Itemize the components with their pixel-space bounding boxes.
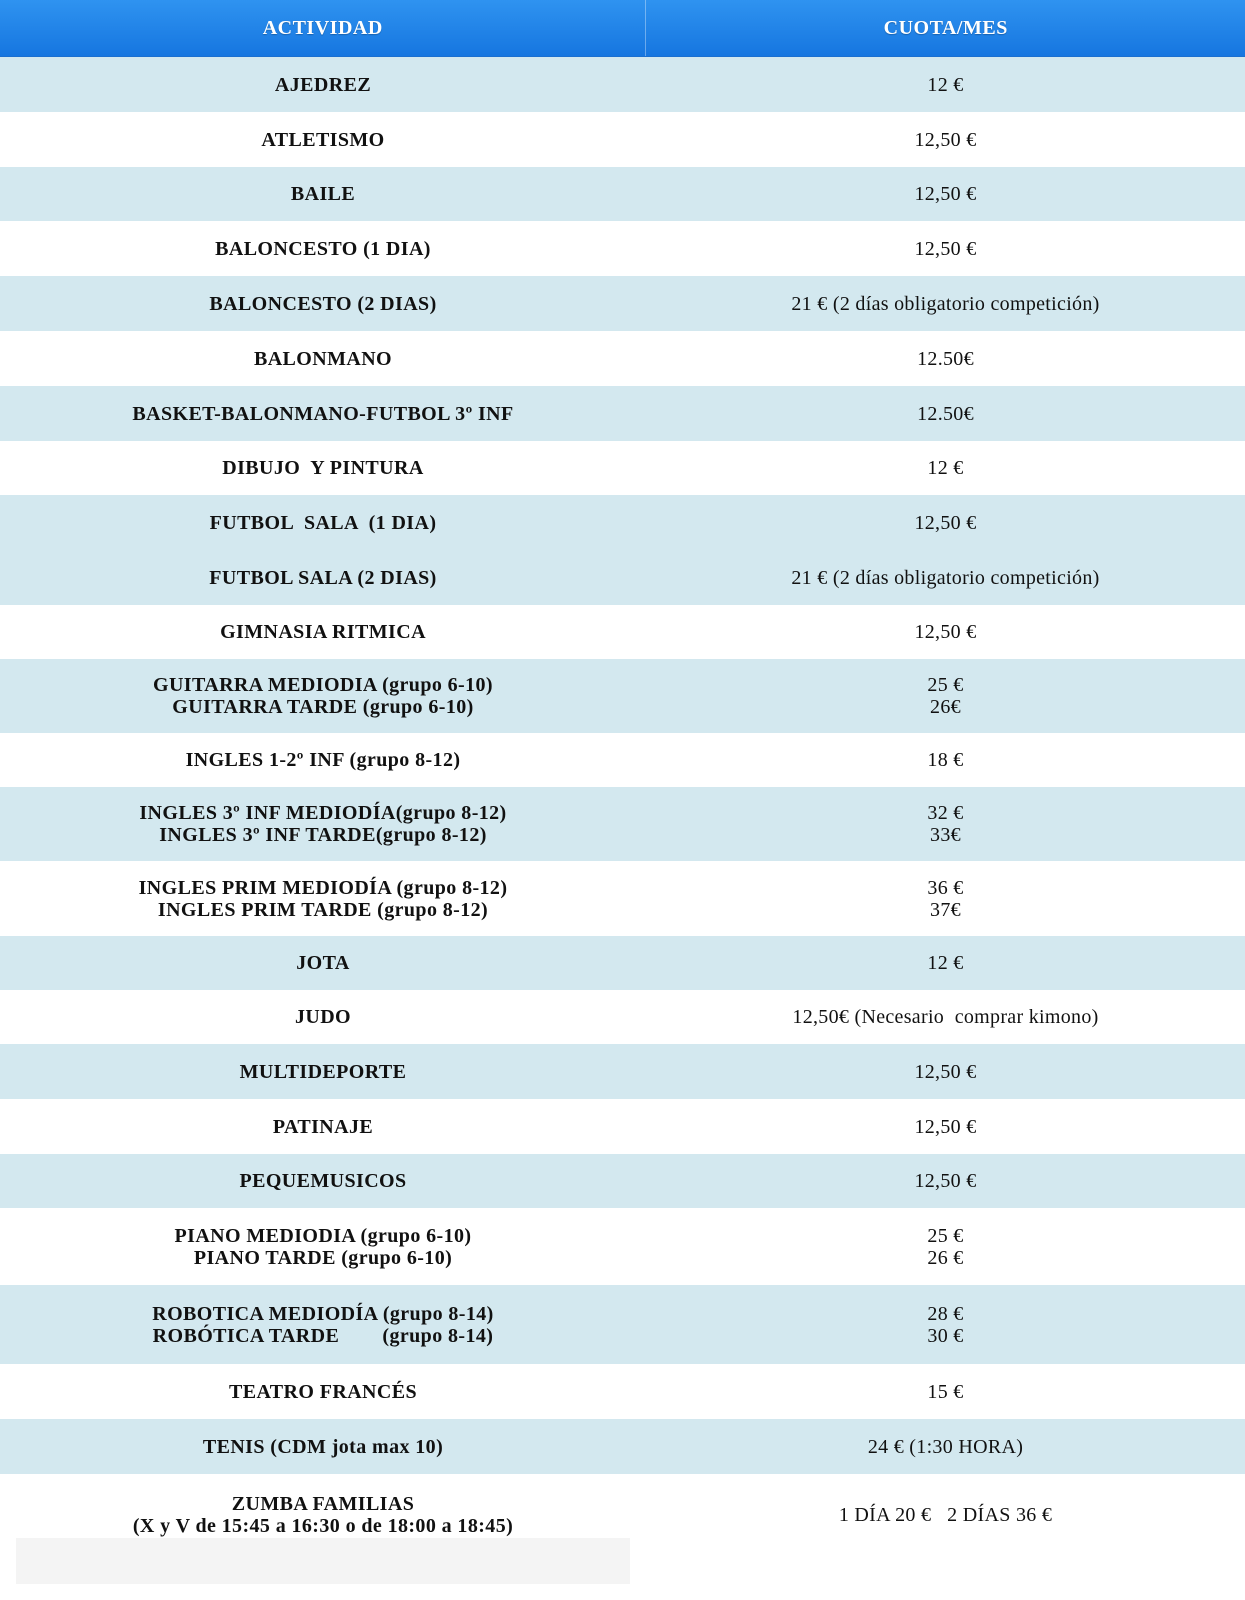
activity-cell <box>0 276 646 331</box>
table-row <box>0 167 1245 221</box>
fee-amount: 12,50 € <box>914 1060 977 1083</box>
activity-cell <box>0 861 646 936</box>
activity-cell <box>0 1044 646 1099</box>
fee-amount: 12 € <box>927 952 964 974</box>
fee-cell <box>646 1474 1245 1555</box>
activity-cell <box>0 1154 646 1208</box>
fee-amount: 25 € <box>927 1224 964 1247</box>
fee-amount: 25 € <box>927 674 964 696</box>
activity-cell <box>0 659 646 733</box>
table-row <box>0 1154 1245 1208</box>
activity-cell <box>0 733 646 787</box>
activity-name: BAILE <box>290 183 356 205</box>
activity-cell <box>0 787 646 861</box>
fee-cell <box>646 787 1245 861</box>
fee-cell <box>646 1099 1245 1154</box>
fee-amount: 36 € <box>927 876 964 899</box>
table-row <box>0 659 1245 733</box>
activity-name: DIBUJO Y PINTURA <box>222 457 424 479</box>
activity-cell <box>0 331 646 386</box>
activity-cell <box>0 1419 646 1474</box>
fee-amount: 26€ <box>930 696 961 718</box>
table-row <box>0 1364 1245 1419</box>
activity-name: BALONCESTO (1 DIA) <box>215 237 431 260</box>
activity-name: ROBÓTICA TARDE (grupo 8-14) <box>152 1324 494 1347</box>
activity-name: GIMNASIA RITMICA <box>220 621 426 643</box>
fee-column-header: CUOTA/MES <box>883 16 1008 39</box>
table-row <box>0 605 1245 659</box>
activity-name: PIANO MEDIODIA (grupo 6-10) <box>174 1224 472 1247</box>
activity-name: ROBOTICA MEDIODÍA (grupo 8-14) <box>152 1302 494 1325</box>
activity-cell <box>0 1474 646 1555</box>
activity-name: JUDO <box>294 1006 352 1028</box>
activity-cell <box>0 495 646 550</box>
activity-name: INGLES 1-2º INF (grupo 8-12) <box>185 749 461 771</box>
fee-amount: 21 € (2 días obligatorio competición) <box>791 566 1100 589</box>
activity-name: PIANO TARDE (grupo 6-10) <box>193 1246 453 1269</box>
fee-cell <box>646 550 1245 605</box>
fee-amount: 15 € <box>927 1380 964 1403</box>
activity-cell <box>0 221 646 276</box>
fee-amount: 28 € <box>927 1302 964 1325</box>
activity-name: GUITARRA TARDE (grupo 6-10) <box>172 696 474 718</box>
activity-cell <box>0 441 646 495</box>
activity-cell <box>0 1099 646 1154</box>
fee-amount: 12,50 € <box>914 128 977 151</box>
activity-name: TEATRO FRANCÉS <box>228 1380 418 1403</box>
fee-cell <box>646 276 1245 331</box>
table-row <box>0 1044 1245 1099</box>
activity-name: MULTIDEPORTE <box>239 1060 407 1083</box>
activity-cell <box>0 57 646 112</box>
fee-cell <box>646 386 1245 441</box>
activity-name: ATLETISMO <box>261 128 385 151</box>
activity-name: FUTBOL SALA (1 DIA) <box>209 511 437 534</box>
fee-amount: 26 € <box>927 1246 964 1269</box>
table-row <box>0 990 1245 1044</box>
fee-amount: 12.50€ <box>917 347 974 370</box>
activity-name: PEQUEMUSICOS <box>239 1170 407 1192</box>
fee-cell <box>646 1285 1245 1364</box>
table-body <box>0 57 1245 1555</box>
fee-amount: 12,50 € <box>914 1115 977 1138</box>
fee-amount: 12 € <box>927 73 964 96</box>
table-row <box>0 386 1245 441</box>
fee-amount: 12.50€ <box>917 402 974 425</box>
fee-amount: 12 € <box>927 457 964 479</box>
fee-cell <box>646 936 1245 990</box>
table-row <box>0 1099 1245 1154</box>
table-row <box>0 861 1245 936</box>
fee-cell <box>646 1044 1245 1099</box>
fee-amount: 12,50€ (Necesario comprar kimono) <box>792 1006 1099 1028</box>
table-row <box>0 441 1245 495</box>
activity-name: (X y V de 15:45 a 16:30 o de 18:00 a 18:45) <box>132 1514 514 1537</box>
fee-amount: 1 DÍA 20 € 2 DÍAS 36 € <box>838 1503 1053 1526</box>
fee-amount: 33€ <box>930 824 961 846</box>
fee-amount: 12,50 € <box>914 1170 977 1192</box>
activity-cell <box>0 550 646 605</box>
fee-amount: 30 € <box>927 1324 964 1347</box>
table-row <box>0 276 1245 331</box>
activity-cell <box>0 605 646 659</box>
activity-name: JOTA <box>296 952 350 974</box>
activity-name: INGLES 3º INF MEDIODÍA(grupo 8-12) <box>139 802 507 824</box>
table-row <box>0 1208 1245 1285</box>
activity-name: TENIS (CDM jota max 10) <box>202 1435 444 1458</box>
fee-cell <box>646 167 1245 221</box>
fee-amount: 12,50 € <box>914 183 977 205</box>
activity-name: GUITARRA MEDIODIA (grupo 6-10) <box>153 674 493 696</box>
fee-amount: 12,50 € <box>914 511 977 534</box>
fee-amount: 18 € <box>927 749 964 771</box>
activity-name: PATINAJE <box>272 1115 374 1138</box>
fee-amount: 37€ <box>930 898 961 921</box>
fee-cell <box>646 1154 1245 1208</box>
fee-amount: 12,50 € <box>914 237 977 260</box>
fee-cell <box>646 1208 1245 1285</box>
fee-cell <box>646 495 1245 550</box>
table-header <box>0 0 1245 57</box>
fee-amount: 12,50 € <box>914 621 977 643</box>
fee-cell <box>646 861 1245 936</box>
fee-cell <box>646 1364 1245 1419</box>
activity-column-header: ACTIVIDAD <box>0 0 646 56</box>
activity-name: INGLES PRIM MEDIODÍA (grupo 8-12) <box>138 876 508 899</box>
fee-cell <box>646 659 1245 733</box>
activity-name: AJEDREZ <box>274 73 372 96</box>
fee-cell <box>646 605 1245 659</box>
activity-cell <box>0 936 646 990</box>
activity-cell <box>0 386 646 441</box>
fee-cell <box>646 733 1245 787</box>
table-row <box>0 936 1245 990</box>
table-row <box>0 1285 1245 1364</box>
fee-cell <box>646 112 1245 167</box>
activity-cell <box>0 112 646 167</box>
activity-name: BASKET-BALONMANO-FUTBOL 3º INF <box>132 402 514 425</box>
activity-cell <box>0 990 646 1044</box>
fee-cell <box>646 990 1245 1044</box>
fee-amount: 21 € (2 días obligatorio competición) <box>791 292 1100 315</box>
activity-name: INGLES 3º INF TARDE(grupo 8-12) <box>159 824 487 846</box>
table-row <box>0 221 1245 276</box>
activity-cell <box>0 1285 646 1364</box>
fee-cell <box>646 331 1245 386</box>
table-row <box>0 733 1245 787</box>
fee-cell <box>646 441 1245 495</box>
activity-cell <box>0 1364 646 1419</box>
table-row <box>0 1474 1245 1555</box>
fee-amount: 32 € <box>927 802 964 824</box>
fee-amount: 24 € (1:30 HORA) <box>867 1435 1024 1458</box>
activity-name: ZUMBA FAMILIAS <box>231 1492 415 1515</box>
fee-cell <box>646 1419 1245 1474</box>
table-row <box>0 112 1245 167</box>
table-row <box>0 787 1245 861</box>
table-row <box>0 495 1245 550</box>
table-row <box>0 550 1245 605</box>
activity-name: BALONCESTO (2 DIAS) <box>209 292 437 315</box>
activity-name: FUTBOL SALA (2 DIAS) <box>209 566 437 589</box>
fee-cell <box>646 57 1245 112</box>
activity-cell <box>0 1208 646 1285</box>
activity-cell <box>0 167 646 221</box>
activity-name: INGLES PRIM TARDE (grupo 8-12) <box>157 898 489 921</box>
table-row <box>0 1419 1245 1474</box>
table-row <box>0 331 1245 386</box>
fee-cell <box>646 221 1245 276</box>
activity-name: BALONMANO <box>253 347 393 370</box>
table-row <box>0 57 1245 112</box>
